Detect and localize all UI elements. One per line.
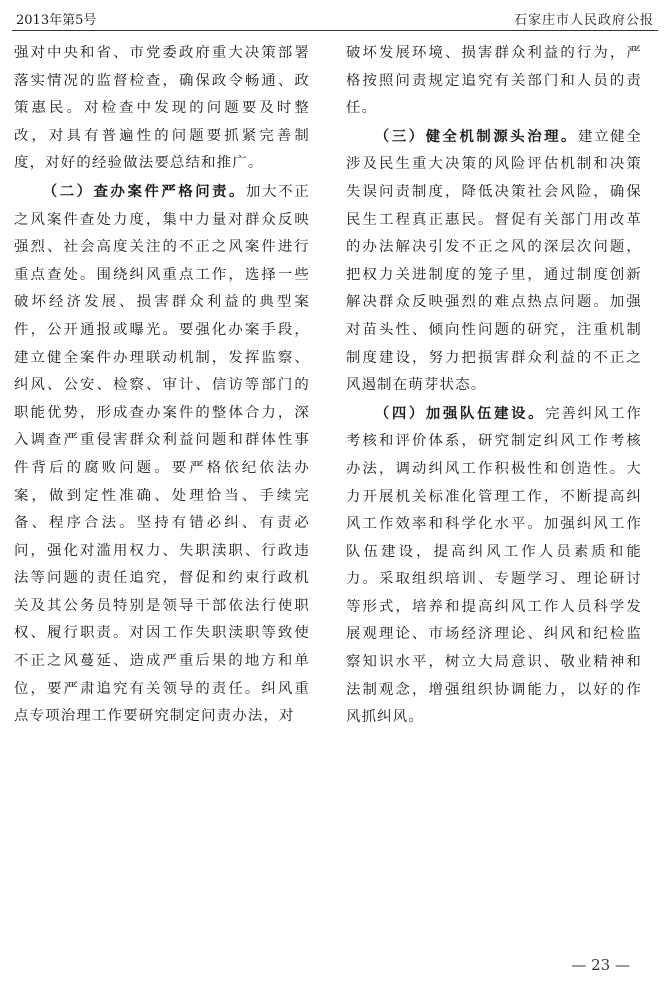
page-number: — 23 — <box>571 956 630 974</box>
page-header <box>12 6 658 31</box>
left-column <box>14 40 310 731</box>
paragraph-case-handling <box>14 178 310 731</box>
section-body-2: 加大不正之风案件查处力度，集中力量对群众反映强烈、社会高度关注的不正之风案件进行重点查处。围绕纠风重点工作，选择一些破坏经济发展、损害群众利益的典型案件，公开通报或曝光。要强化办案手段，建立健全案件办理联动机制，发挥监察、纠风、公安、检察、审计、信访等部门的职能优势，形成查办案件的整体合力，深入调查严重侵害群众利益问题和群体性事件背后的腐败问题。要严格依纪依法办案，做到定性准确、处理恰当、手续完备、程序合法。坚持有错必纠、有责必问，强化对滥用权力、失职渎职、行政违法等问题的责任追究，督促和约束行政机关及其公务员特别是领导干部依法行使职权、履行职责。对因工作失职渎职等致使不正之风蔓延、造成严重后果的地方和单位，要严肃追究有关领导的责任。纠风重点专项治理工作要研究制定问责办法，对 <box>14 183 310 725</box>
section-heading-2: （二）查办案件严格问责。 <box>42 182 246 200</box>
paragraph-continued: 强对中央和省、市党委政府重大决策部署落实情况的监督检查，确保政令畅通、政策惠民。对检查中发现的问题要及时整改，对具有普遍性的问题要抓紧完善制度，对好的经验做法要总结和推广。 <box>14 45 310 172</box>
section-body-3: 建立健全涉及民生重大决策的风险评估机制和决策失误问责制度，降低决策社会风险，确保民生工程真正惠民。督促有关部门用改革的办法解决引发不正之风的深层次问题，把权力关进制度的笼子里，通过制度创新解决群众反映强烈的难点热点问题。加强对苗头性、倾向性问题的研究，注重机制制度建设，努力把损害群众利益的不正之风遏制在萌芽状态。 <box>346 128 642 394</box>
section-heading-3: （三）健全机制源头治理。 <box>374 127 578 145</box>
paragraph-continued-right: 破坏发展环境、损害群众利益的行为，严格按照问责规定追究有关部门和人员的责任。 <box>346 45 642 117</box>
paragraph-team-building <box>346 400 642 732</box>
section-heading-4: （四）加强队伍建设。 <box>374 404 546 422</box>
paragraph-mechanism <box>346 123 642 400</box>
publication-title: 石家庄市人民政府公报 <box>513 13 654 28</box>
section-body-4: 完善纠风工作考核和评价体系，研究制定纠风工作考核办法，调动纠风工作积极性和创造性。大力开展机关标准化管理工作，不断提高纠风工作效率和科学化水平。加强纠风工作队伍建设，提高纠风工作人员素质和能力。采取组织培训、专题学习、理论研讨等形式，培养和提高纠风工作人员科学发展观理论、市场经济理论、纠风和纪检监察知识水平，树立大局意识、敬业精神和法制观念，增强组织协调能力，以好的作风抓纠风。 <box>346 405 642 726</box>
issue-label: 2013年第5号 <box>16 13 97 28</box>
right-column <box>346 40 642 732</box>
